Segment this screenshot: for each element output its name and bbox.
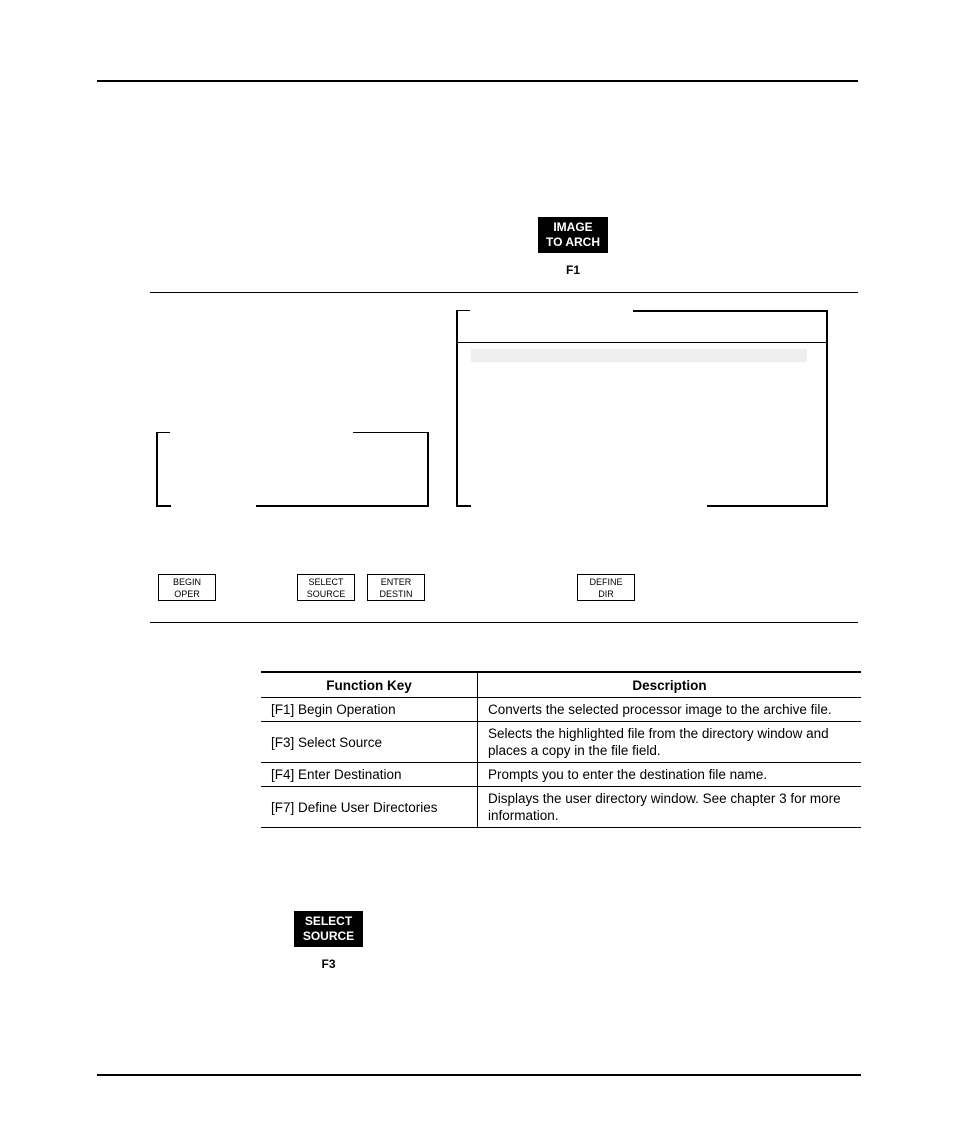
table-row: [261, 698, 861, 722]
table-row: [261, 722, 861, 763]
select-source-key-icon: [294, 911, 363, 947]
image-to-arch-key-line2: TO ARCH: [546, 235, 600, 249]
define-dir-line2: DIR: [598, 589, 614, 599]
select-source-key-line2: SOURCE: [302, 929, 355, 943]
screen-bottom-rule: [150, 622, 858, 623]
begin-oper-line2: OPER: [174, 589, 200, 599]
row-key: [F7] Define User Directories: [261, 787, 478, 828]
table-row: [261, 787, 861, 828]
f1-caption: F1: [565, 263, 580, 277]
table-row: [261, 763, 861, 787]
row-key: [F1] Begin Operation: [261, 698, 478, 722]
enter-destin-softkey[interactable]: [367, 574, 425, 601]
select-source-softkey[interactable]: [297, 574, 355, 601]
table-header-row: [261, 672, 861, 698]
f3-caption: F3: [321, 957, 336, 971]
define-dir-softkey[interactable]: [577, 574, 635, 601]
define-dir-line1: DEFINE: [589, 577, 623, 587]
row-description: Prompts you to enter the destination file name.: [478, 763, 862, 787]
begin-oper-softkey[interactable]: [158, 574, 216, 601]
header-description: Description: [478, 672, 862, 698]
select-source-line2: SOURCE: [306, 589, 346, 599]
row-key: [F3] Select Source: [261, 722, 478, 763]
select-source-key-line1: SELECT: [304, 914, 353, 928]
enter-destin-line1: ENTER: [380, 577, 412, 587]
row-key: [F4] Enter Destination: [261, 763, 478, 787]
footer-rule: [97, 1074, 861, 1076]
begin-oper-line1: BEGIN: [172, 577, 201, 587]
function-key-table: [261, 671, 861, 828]
screen-top-rule: [150, 292, 858, 293]
row-description: Converts the selected processor image to the archive file.: [478, 698, 862, 722]
header-rule: [97, 80, 858, 82]
row-description: Displays the user directory window. See chapter 3 for more information.: [478, 787, 862, 828]
image-to-arch-key-line1: IMAGE: [553, 220, 593, 234]
header-function-key: Function Key: [261, 672, 478, 698]
directory-highlight-bar[interactable]: [471, 349, 807, 362]
select-source-line1: SELECT: [308, 577, 344, 587]
image-to-arch-key-icon: [538, 217, 608, 253]
row-description: Selects the highlighted file from the directory window and places a copy in the file field.: [478, 722, 862, 763]
enter-destin-line2: DESTIN: [379, 589, 413, 599]
